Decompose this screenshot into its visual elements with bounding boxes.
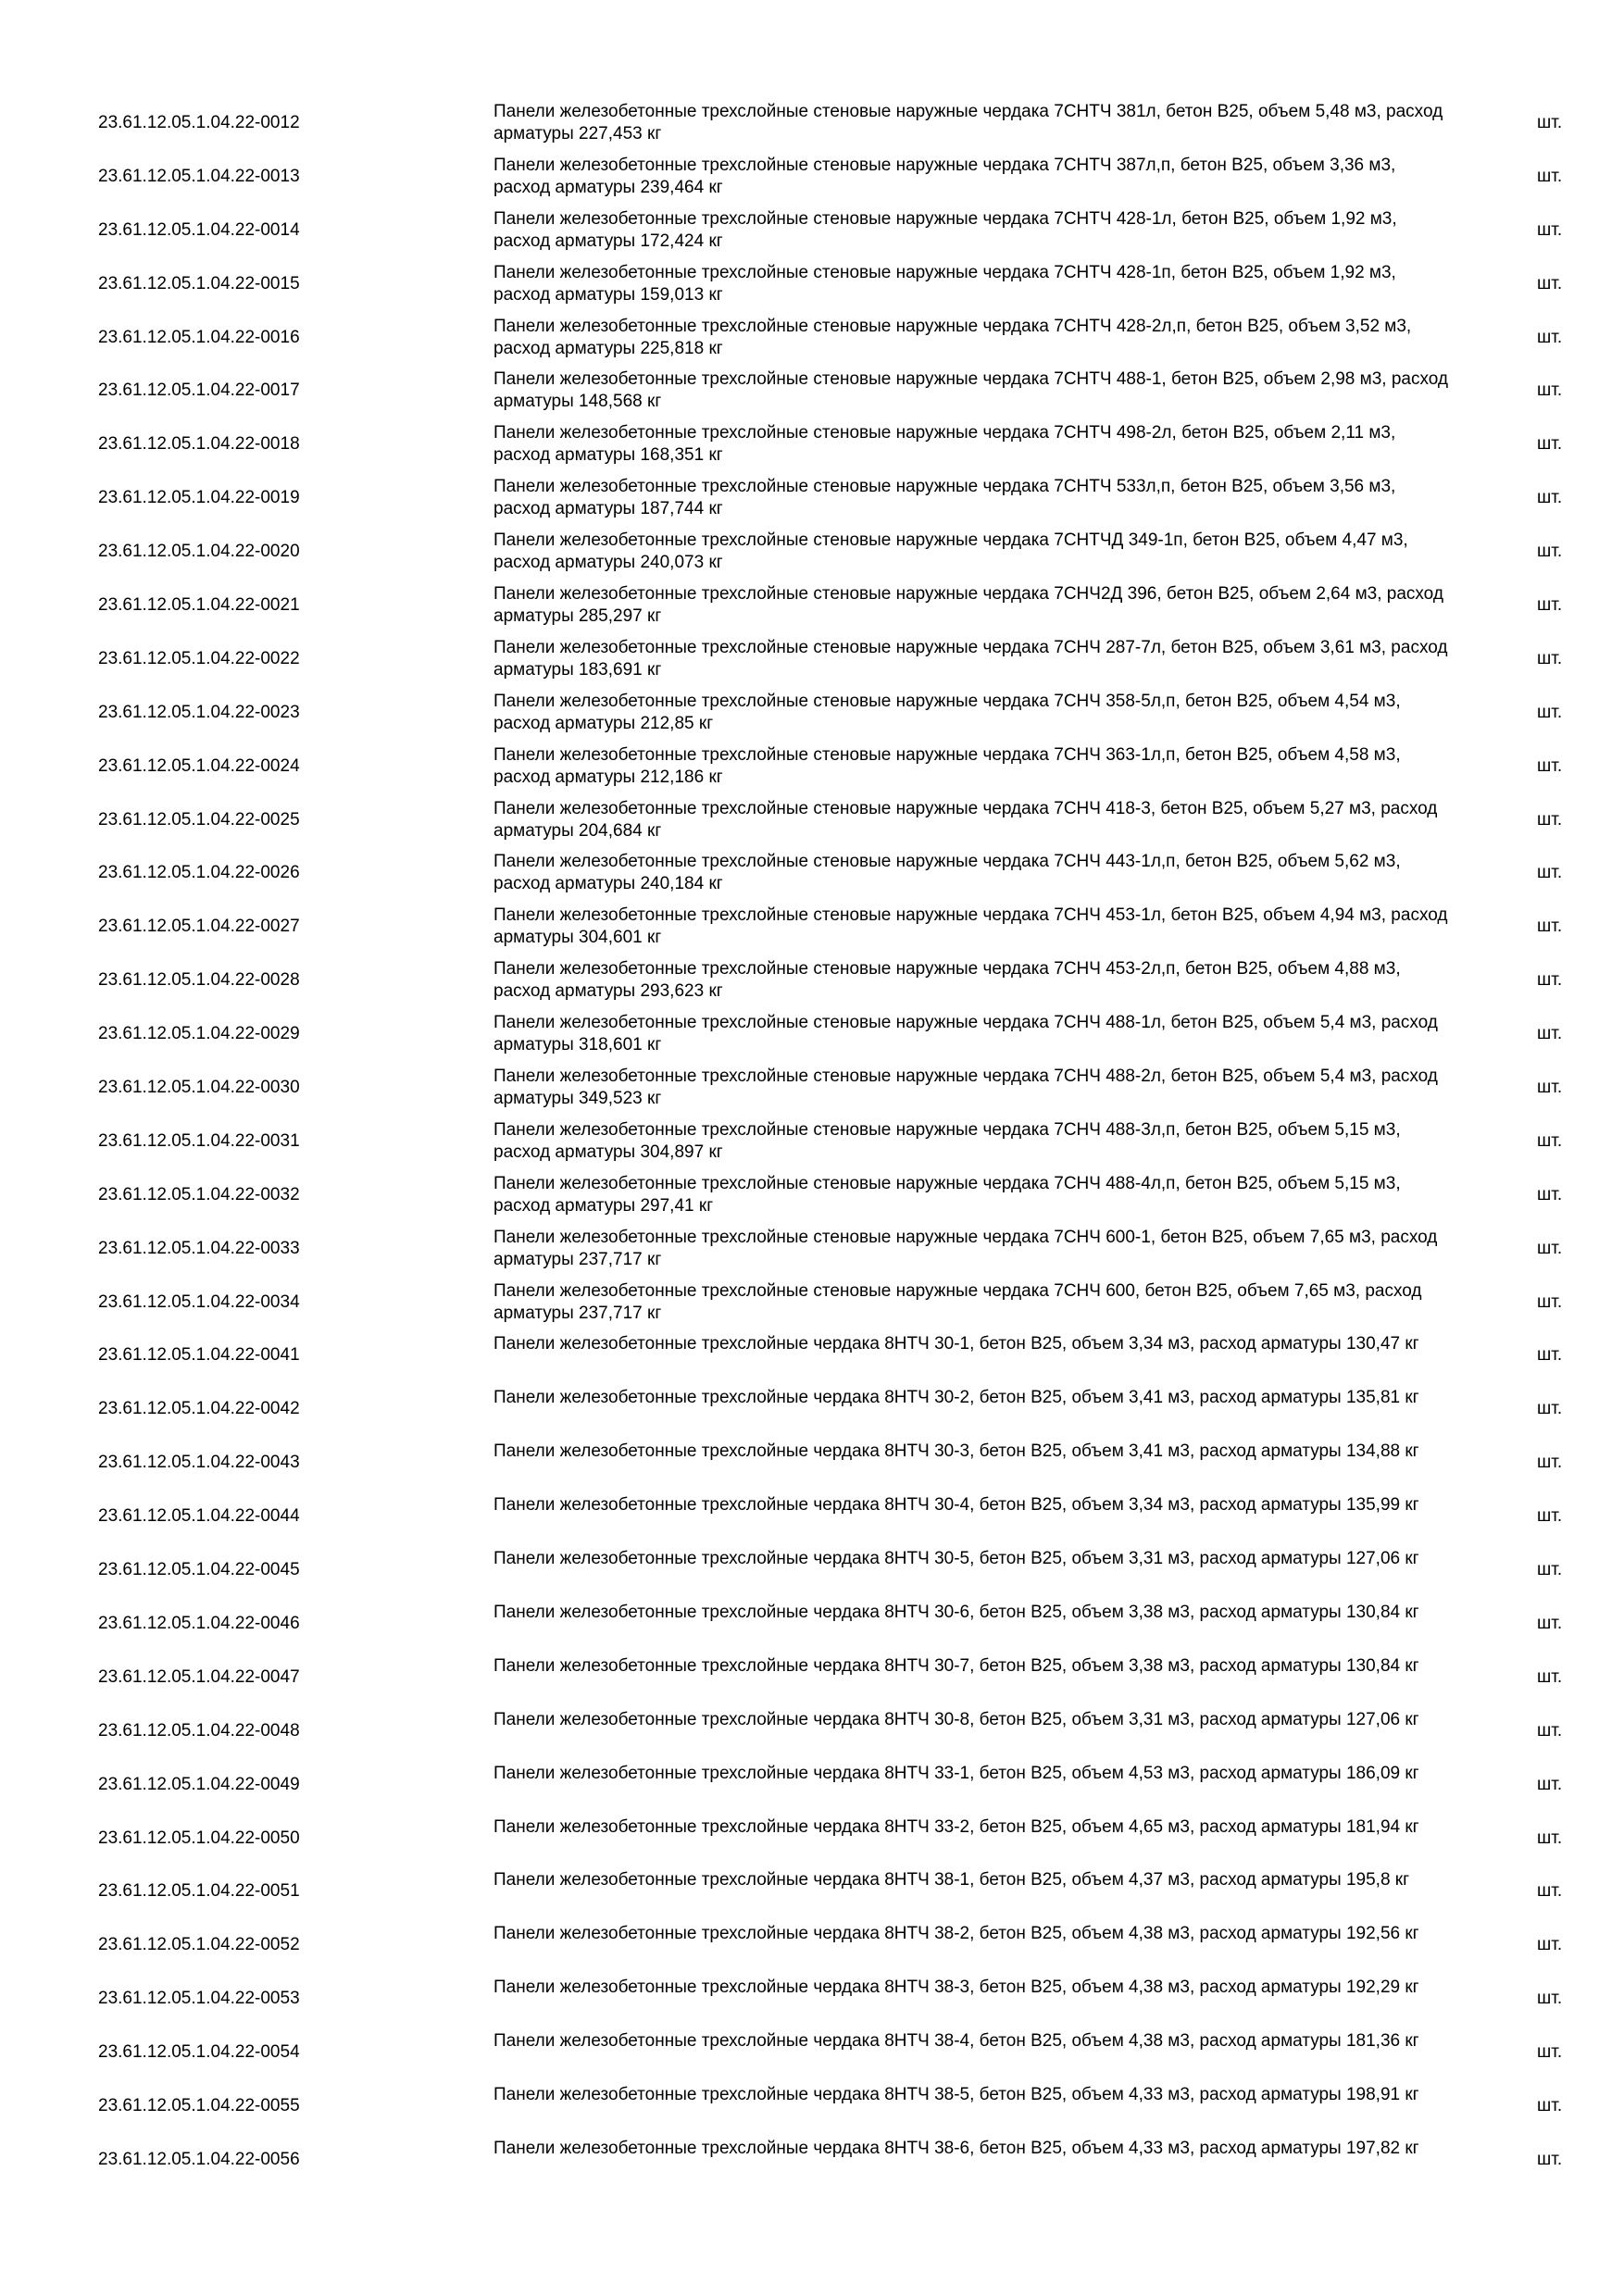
resource-description: Панели железобетонные трехслойные стеновые наружные чердака 7СНТЧ 428-1л, бетон В25, объем 1,92 м3, расход арматуры 172,424 кг bbox=[493, 208, 1397, 251]
unit-of-measure: шт. bbox=[1537, 1828, 1563, 1848]
table-row bbox=[0, 1651, 1624, 1704]
resource-description: Панели железобетонные трехслойные чердака 8НТЧ 38-2, бетон В25, объем 4,38 м3, расход арматуры 192,56 кг bbox=[493, 1924, 1419, 1944]
resource-description: Панели железобетонные трехслойные чердака 8НТЧ 30-2, бетон В25, объем 3,41 м3, расход арматуры 135,81 кг bbox=[493, 1388, 1419, 1408]
table-row bbox=[0, 2133, 1624, 2187]
table-row bbox=[0, 204, 1624, 257]
resource-description: Панели железобетонные трехслойные стеновые наружные чердака 7СНЧ 488-3л,п, бетон В25, объем 5,15 м3, расход арматуры 304,897 кг bbox=[493, 1119, 1401, 1162]
resource-description: Панели железобетонные трехслойные стеновые наружные чердака 7СНЧ 453-1л, бетон В25, объем 4,94 м3, расход арматуры 304,601 кг bbox=[493, 905, 1448, 948]
unit-of-measure: шт. bbox=[1537, 219, 1563, 240]
resource-description: Панели железобетонные трехслойные чердака 8НТЧ 33-2, бетон В25, объем 4,65 м3, расход арматуры 181,94 кг bbox=[493, 1816, 1419, 1837]
resource-code: 23.61.12.05.1.04.22-0018 bbox=[98, 434, 300, 455]
unit-of-measure: шт. bbox=[1537, 273, 1563, 293]
unit-of-measure: шт. bbox=[1537, 434, 1563, 455]
unit-of-measure: шт. bbox=[1537, 1506, 1563, 1527]
table-row bbox=[0, 740, 1624, 793]
unit-of-measure: шт. bbox=[1537, 2149, 1563, 2169]
unit-of-measure: шт. bbox=[1537, 1292, 1563, 1312]
unit-of-measure: шт. bbox=[1537, 1238, 1563, 1258]
table-row bbox=[0, 1115, 1624, 1168]
resource-description: Панели железобетонные трехслойные чердака 8НТЧ 38-3, бетон В25, объем 4,38 м3, расход арматуры 192,29 кг bbox=[493, 1978, 1419, 1998]
unit-of-measure: шт. bbox=[1537, 1399, 1563, 1419]
table-row bbox=[0, 686, 1624, 740]
resource-description: Панели железобетонные трехслойные стеновые наружные чердака 7СНТЧ 387л,п, бетон В25, объем 3,36 м3, расход арматуры 239,464 кг bbox=[493, 155, 1396, 197]
resource-code: 23.61.12.05.1.04.22-0022 bbox=[98, 648, 300, 668]
resource-code: 23.61.12.05.1.04.22-0053 bbox=[98, 1989, 300, 2009]
resource-description: Панели железобетонные трехслойные стеновые наружные чердака 7СНТЧ 428-2л,п, бетон В25, объем 3,52 м3, расход арматуры 225,818 кг bbox=[493, 316, 1412, 358]
table-row bbox=[0, 579, 1624, 632]
resource-description: Панели железобетонные трехслойные стеновые наружные чердака 7СНЧ 358-5л,п, бетон В25, объем 4,54 м3, расход арматуры 212,85 кг bbox=[493, 691, 1401, 733]
table-row bbox=[0, 1061, 1624, 1115]
resource-code: 23.61.12.05.1.04.22-0055 bbox=[98, 2095, 300, 2115]
unit-of-measure: шт. bbox=[1537, 327, 1563, 347]
table-row bbox=[0, 418, 1624, 471]
resource-description: Панели железобетонные трехслойные чердака 8НТЧ 30-6, бетон В25, объем 3,38 м3, расход арматуры 130,84 кг bbox=[493, 1602, 1419, 1622]
unit-of-measure: шт. bbox=[1537, 1024, 1563, 1044]
resource-description: Панели железобетонные трехслойные стеновые наружные чердака 7СНЧ 363-1л,п, бетон В25, объем 4,58 м3, расход арматуры 212,186 кг bbox=[493, 744, 1401, 787]
resource-code: 23.61.12.05.1.04.22-0049 bbox=[98, 1774, 300, 1794]
resource-code: 23.61.12.05.1.04.22-0027 bbox=[98, 917, 300, 937]
resource-code: 23.61.12.05.1.04.22-0024 bbox=[98, 755, 300, 776]
unit-of-measure: шт. bbox=[1537, 1453, 1563, 1473]
table-row bbox=[0, 1276, 1624, 1329]
resource-code: 23.61.12.05.1.04.22-0050 bbox=[98, 1828, 300, 1848]
resource-code: 23.61.12.05.1.04.22-0054 bbox=[98, 2042, 300, 2063]
unit-of-measure: шт. bbox=[1537, 488, 1563, 508]
resource-code: 23.61.12.05.1.04.22-0019 bbox=[98, 488, 300, 508]
unit-of-measure: шт. bbox=[1537, 166, 1563, 186]
table-row bbox=[0, 632, 1624, 686]
resource-description: Панели железобетонные трехслойные чердака 8НТЧ 30-1, бетон В25, объем 3,34 м3, расход арматуры 130,47 кг bbox=[493, 1334, 1419, 1354]
unit-of-measure: шт. bbox=[1537, 1345, 1563, 1366]
resource-code: 23.61.12.05.1.04.22-0025 bbox=[98, 809, 300, 830]
resource-code: 23.61.12.05.1.04.22-0026 bbox=[98, 863, 300, 883]
table-row bbox=[0, 311, 1624, 365]
resource-code: 23.61.12.05.1.04.22-0056 bbox=[98, 2149, 300, 2169]
table-row bbox=[0, 1865, 1624, 1918]
table-row bbox=[0, 364, 1624, 418]
resource-code: 23.61.12.05.1.04.22-0029 bbox=[98, 1024, 300, 1044]
unit-of-measure: шт. bbox=[1537, 595, 1563, 616]
resource-description: Панели железобетонные трехслойные стеновые наружные чердака 7СНЧ2Д 396, бетон В25, объем 2,64 м3, расход арматуры 285,297 кг bbox=[493, 584, 1443, 627]
unit-of-measure: шт. bbox=[1537, 970, 1563, 991]
unit-of-measure: шт. bbox=[1537, 1560, 1563, 1580]
resource-code: 23.61.12.05.1.04.22-0043 bbox=[98, 1453, 300, 1473]
resource-code: 23.61.12.05.1.04.22-0016 bbox=[98, 327, 300, 347]
table-row bbox=[0, 2026, 1624, 2079]
table-row bbox=[0, 150, 1624, 204]
unit-of-measure: шт. bbox=[1537, 648, 1563, 668]
table-row bbox=[0, 1436, 1624, 1490]
table-row bbox=[0, 1704, 1624, 1758]
unit-of-measure: шт. bbox=[1537, 1130, 1563, 1151]
unit-of-measure: шт. bbox=[1537, 1613, 1563, 1633]
resource-code: 23.61.12.05.1.04.22-0020 bbox=[98, 542, 300, 562]
unit-of-measure: шт. bbox=[1537, 1774, 1563, 1794]
resource-description: Панели железобетонные трехслойные стеновые наружные чердака 7СНЧ 453-2л,п, бетон В25, объем 4,88 м3, расход арматуры 293,623 кг bbox=[493, 959, 1401, 1002]
resource-description: Панели железобетонные трехслойные чердака 8НТЧ 30-5, бетон В25, объем 3,31 м3, расход арматуры 127,06 кг bbox=[493, 1549, 1419, 1569]
resource-code: 23.61.12.05.1.04.22-0045 bbox=[98, 1560, 300, 1580]
table-row bbox=[0, 1329, 1624, 1382]
unit-of-measure: шт. bbox=[1537, 542, 1563, 562]
resource-code: 23.61.12.05.1.04.22-0033 bbox=[98, 1238, 300, 1258]
unit-of-measure: шт. bbox=[1537, 381, 1563, 401]
unit-of-measure: шт. bbox=[1537, 1881, 1563, 1902]
resource-description: Панели железобетонные трехслойные стеновые наружные чердака 7СНЧ 443-1л,п, бетон В25, объем 5,62 м3, расход арматуры 240,184 кг bbox=[493, 852, 1401, 894]
resource-code: 23.61.12.05.1.04.22-0017 bbox=[98, 381, 300, 401]
resource-description: Панели железобетонные трехслойные стеновые наружные чердака 7СНЧ 287-7л, бетон В25, объем 3,61 м3, расход арматуры 183,691 кг bbox=[493, 637, 1448, 680]
resource-description: Панели железобетонные трехслойные стеновые наружные чердака 7СНТЧ 488-1, бетон В25, объем 2,98 м3, расход арматуры 148,568 кг bbox=[493, 369, 1448, 412]
unit-of-measure: шт. bbox=[1537, 917, 1563, 937]
resource-description: Панели железобетонные трехслойные стеновые наружные чердака 7СНЧ 418-3, бетон В25, объем 5,27 м3, расход арматуры 204,684 кг bbox=[493, 798, 1438, 841]
resource-description: Панели железобетонные трехслойные стеновые наружные чердака 7СНТЧ 428-1п, бетон В25, объем 1,92 м3, расход арматуры 159,013 кг bbox=[493, 262, 1396, 305]
resource-code: 23.61.12.05.1.04.22-0047 bbox=[98, 1666, 300, 1687]
resource-description: Панели железобетонные трехслойные чердака 8НТЧ 30-8, бетон В25, объем 3,31 м3, расход арматуры 127,06 кг bbox=[493, 1709, 1419, 1729]
resource-code: 23.61.12.05.1.04.22-0052 bbox=[98, 1935, 300, 1955]
table-row bbox=[0, 1758, 1624, 1812]
resource-description: Панели железобетонные трехслойные чердака 8НТЧ 30-3, бетон В25, объем 3,41 м3, расход арматуры 134,88 кг bbox=[493, 1441, 1419, 1462]
unit-of-measure: шт. bbox=[1537, 113, 1563, 132]
unit-of-measure: шт. bbox=[1537, 2095, 1563, 2115]
unit-of-measure: шт. bbox=[1537, 809, 1563, 830]
table-row bbox=[0, 900, 1624, 954]
table-row bbox=[0, 525, 1624, 579]
table-row bbox=[0, 471, 1624, 525]
resource-description: Панели железобетонные трехслойные стеновые наружные чердака 7СНЧ 600-1, бетон В25, объем 7,65 м3, расход арматуры 237,717 кг bbox=[493, 1227, 1438, 1269]
resource-code: 23.61.12.05.1.04.22-0028 bbox=[98, 970, 300, 991]
table-row bbox=[0, 1543, 1624, 1597]
table-row bbox=[0, 1918, 1624, 1972]
resource-code: 23.61.12.05.1.04.22-0051 bbox=[98, 1881, 300, 1902]
unit-of-measure: шт. bbox=[1537, 863, 1563, 883]
table-row bbox=[0, 1597, 1624, 1651]
resource-description: Панели железобетонные трехслойные стеновые наружные чердака 7СНЧ 488-1л, бетон В25, объем 5,4 м3, расход арматуры 318,601 кг bbox=[493, 1013, 1438, 1055]
resource-code: 23.61.12.05.1.04.22-0044 bbox=[98, 1506, 300, 1527]
resource-description: Панели железобетонные трехслойные чердака 8НТЧ 38-4, бетон В25, объем 4,38 м3, расход арматуры 181,36 кг bbox=[493, 2031, 1419, 2052]
resource-code: 23.61.12.05.1.04.22-0034 bbox=[98, 1292, 300, 1312]
resource-code: 23.61.12.05.1.04.22-0021 bbox=[98, 595, 300, 616]
resource-description: Панели железобетонные трехслойные стеновые наружные чердака 7СНТЧ 381л, бетон В25, объем 5,48 м3, расход арматуры 227,453 кг bbox=[493, 102, 1443, 144]
table-row bbox=[0, 793, 1624, 847]
unit-of-measure: шт. bbox=[1537, 1078, 1563, 1098]
unit-of-measure: шт. bbox=[1537, 1184, 1563, 1204]
table-row bbox=[0, 96, 1624, 150]
resource-description: Панели железобетонные трехслойные стеновые наружные чердака 7СНЧ 488-2л, бетон В25, объем 5,4 м3, расход арматуры 349,523 кг bbox=[493, 1067, 1438, 1109]
resource-description: Панели железобетонные трехслойные чердака 8НТЧ 33-1, бетон В25, объем 4,53 м3, расход арматуры 186,09 кг bbox=[493, 1763, 1419, 1783]
table-row bbox=[0, 1222, 1624, 1276]
resource-code: 23.61.12.05.1.04.22-0041 bbox=[98, 1345, 300, 1366]
unit-of-measure: шт. bbox=[1537, 1720, 1563, 1741]
unit-of-measure: шт. bbox=[1537, 1989, 1563, 2009]
resource-code: 23.61.12.05.1.04.22-0013 bbox=[98, 166, 300, 186]
resource-description: Панели железобетонные трехслойные стеновые наружные чердака 7СНТЧ 498-2л, бетон В25, объем 2,11 м3, расход арматуры 168,351 кг bbox=[493, 423, 1396, 466]
table-row bbox=[0, 1382, 1624, 1436]
resource-description: Панели железобетонные трехслойные чердака 8НТЧ 30-7, бетон В25, объем 3,38 м3, расход арматуры 130,84 кг bbox=[493, 1655, 1419, 1676]
table-row bbox=[0, 1168, 1624, 1222]
resource-code: 23.61.12.05.1.04.22-0012 bbox=[98, 113, 300, 132]
resource-code: 23.61.12.05.1.04.22-0032 bbox=[98, 1184, 300, 1204]
table-row bbox=[0, 1812, 1624, 1866]
resource-description: Панели железобетонные трехслойные чердака 8НТЧ 30-4, бетон В25, объем 3,34 м3, расход арматуры 135,99 кг bbox=[493, 1495, 1419, 1516]
resource-description: Панели железобетонные трехслойные стеновые наружные чердака 7СНЧ 488-4л,п, бетон В25, объем 5,15 м3, расход арматуры 297,41 кг bbox=[493, 1173, 1401, 1216]
table-row bbox=[0, 257, 1624, 311]
unit-of-measure: шт. bbox=[1537, 1666, 1563, 1687]
resource-code: 23.61.12.05.1.04.22-0046 bbox=[98, 1613, 300, 1633]
resource-code: 23.61.12.05.1.04.22-0023 bbox=[98, 702, 300, 722]
resource-description: Панели железобетонные трехслойные чердака 8НТЧ 38-1, бетон В25, объем 4,37 м3, расход арматуры 195,8 кг bbox=[493, 1870, 1410, 1890]
table-row bbox=[0, 2079, 1624, 2133]
resource-code: 23.61.12.05.1.04.22-0015 bbox=[98, 273, 300, 293]
resource-code: 23.61.12.05.1.04.22-0031 bbox=[98, 1130, 300, 1151]
unit-of-measure: шт. bbox=[1537, 702, 1563, 722]
table-row bbox=[0, 954, 1624, 1007]
table-row bbox=[0, 1490, 1624, 1543]
table-row bbox=[0, 846, 1624, 900]
unit-of-measure: шт. bbox=[1537, 755, 1563, 776]
unit-of-measure: шт. bbox=[1537, 2042, 1563, 2063]
resource-description: Панели железобетонные трехслойные стеновые наружные чердака 7СНТЧ 533л,п, бетон В25, объем 3,56 м3, расход арматуры 187,744 кг bbox=[493, 477, 1396, 519]
unit-of-measure: шт. bbox=[1537, 1935, 1563, 1955]
table-row bbox=[0, 1007, 1624, 1061]
resource-code: 23.61.12.05.1.04.22-0030 bbox=[98, 1078, 300, 1098]
resource-description: Панели железобетонные трехслойные стеновые наружные чердака 7СНТЧД 349-1п, бетон В25, объем 4,47 м3, расход арматуры 240,073 кг bbox=[493, 530, 1408, 573]
resource-description: Панели железобетонные трехслойные чердака 8НТЧ 38-5, бетон В25, объем 4,33 м3, расход арматуры 198,91 кг bbox=[493, 2084, 1419, 2104]
resource-description: Панели железобетонные трехслойные чердака 8НТЧ 38-6, бетон В25, объем 4,33 м3, расход арматуры 197,82 кг bbox=[493, 2138, 1419, 2158]
resource-code: 23.61.12.05.1.04.22-0014 bbox=[98, 219, 300, 240]
table-row bbox=[0, 1972, 1624, 2026]
price-table bbox=[0, 96, 1624, 2187]
resource-code: 23.61.12.05.1.04.22-0048 bbox=[98, 1720, 300, 1741]
resource-code: 23.61.12.05.1.04.22-0042 bbox=[98, 1399, 300, 1419]
resource-description: Панели железобетонные трехслойные стеновые наружные чердака 7СНЧ 600, бетон В25, объем 7,65 м3, расход арматуры 237,717 кг bbox=[493, 1280, 1422, 1323]
